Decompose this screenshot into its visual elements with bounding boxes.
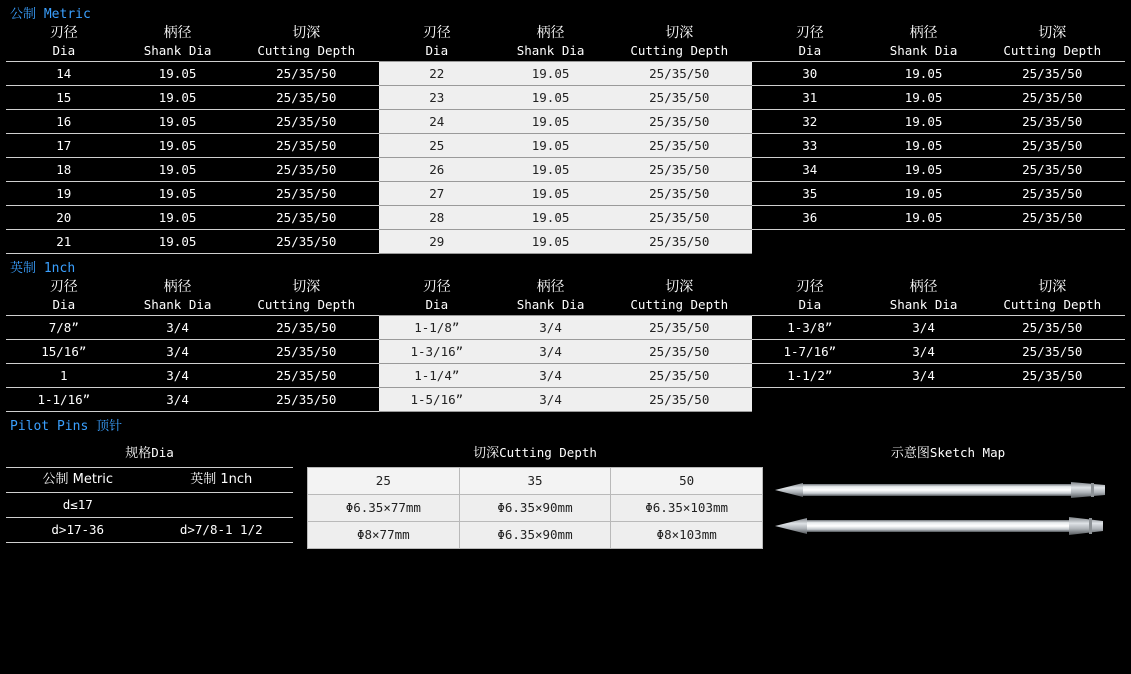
pilot-depth-heading-en: Cutting Depth — [499, 445, 597, 460]
metric-table-3 — [752, 24, 1125, 240]
table-row: 22 19.05 25/35/50 — [379, 62, 752, 86]
table-row: 35 19.05 25/35/50 — [752, 182, 1125, 206]
table-row: 20 19.05 25/35/50 — [6, 206, 379, 230]
table-row: d>17-36 d>7/8-1 1/2 — [6, 518, 293, 543]
section-title-inch-en: 1nch — [43, 261, 76, 276]
metric-table-2 — [379, 24, 752, 254]
col-head-shank: 柄径 Shank Dia — [516, 279, 585, 312]
table-row: 1-3/8” 3/4 25/35/50 — [752, 316, 1125, 340]
section-title-pilot-zh: 顶针 — [96, 419, 123, 434]
col-head-depth: 切深 Cutting Depth — [630, 25, 729, 58]
metric-table-3-wrap — [752, 24, 1125, 254]
table-row: Φ8×77mm Φ6.35×90mm Φ8×103mm — [308, 522, 763, 549]
table-row: 1-1/16” 3/4 25/35/50 — [6, 388, 379, 412]
metric-table-2-wrap — [379, 24, 752, 254]
inch-tables-row — [6, 278, 1125, 412]
table-row: 14 19.05 25/35/50 — [6, 62, 379, 86]
table-row: 27 19.05 25/35/50 — [379, 182, 752, 206]
pilot-pin-image-1 — [773, 477, 1123, 507]
table-row: 30 19.05 25/35/50 — [752, 62, 1125, 86]
pilot-sketch-images — [773, 467, 1123, 543]
pilot-depth-table — [307, 467, 763, 549]
pilot-pin-image-2 — [773, 513, 1123, 543]
col-head-shank — [122, 24, 234, 62]
pilot-depth-block — [293, 438, 763, 549]
table-row: 36 19.05 25/35/50 — [752, 206, 1125, 230]
table-row: 1-5/16” 3/4 25/35/50 — [379, 388, 752, 412]
table-row: 19 19.05 25/35/50 — [6, 182, 379, 206]
table-header-row: 25 35 50 — [308, 468, 763, 495]
col-head-shank-en: Shank Dia — [143, 43, 212, 58]
section-title-metric — [6, 0, 1125, 24]
col-head-dia: 刃径 Dia — [795, 25, 824, 58]
col-head-dia-en: Dia — [52, 43, 76, 58]
col-head-dia — [6, 24, 122, 62]
section-title-metric-en: Metric — [43, 7, 91, 22]
table-row: 31 19.05 25/35/50 — [752, 86, 1125, 110]
inch-table-2 — [379, 278, 752, 412]
section-title-pilot-pins — [6, 412, 1125, 436]
col-head-dia: 刃径 Dia — [795, 279, 824, 312]
table-row: 公制 Metric 英制 1nch — [6, 468, 293, 493]
pilot-spec-heading — [6, 438, 293, 467]
col-head-depth: 切深 Cutting Depth — [630, 279, 729, 312]
col-head-shank: 柄径 Shank Dia — [143, 279, 212, 312]
table-row: 1-7/16” 3/4 25/35/50 — [752, 340, 1125, 364]
table-row: 25 19.05 25/35/50 — [379, 134, 752, 158]
table-row: 29 19.05 25/35/50 — [379, 230, 752, 254]
table-row: 16 19.05 25/35/50 — [6, 110, 379, 134]
col-head-dia: 刃径 Dia — [49, 279, 78, 312]
pilot-spec-heading-en: Dia — [151, 445, 174, 460]
pilot-depth-heading — [307, 438, 763, 467]
metric-table-1 — [6, 24, 379, 254]
pilot-depth-heading-zh: 切深 — [473, 446, 500, 461]
col-head-dia-zh: 刃径 — [49, 25, 78, 41]
col-head-depth: 切深 Cutting Depth — [1003, 25, 1102, 58]
table-row: 34 19.05 25/35/50 — [752, 158, 1125, 182]
inch-table-3 — [752, 278, 1125, 398]
table-row: 18 19.05 25/35/50 — [6, 158, 379, 182]
metric-tables-row — [6, 24, 1125, 254]
col-head-shank: 柄径 Shank Dia — [516, 25, 585, 58]
table-row-blank — [752, 388, 1125, 398]
col-head-depth: 切深 Cutting Depth — [257, 279, 356, 312]
inch-table-2-wrap — [379, 278, 752, 412]
table-row: 24 19.05 25/35/50 — [379, 110, 752, 134]
table-row: 21 19.05 25/35/50 — [6, 230, 379, 254]
section-title-pilot-en: Pilot Pins — [10, 419, 89, 434]
col-head-depth-en: Cutting Depth — [257, 43, 356, 58]
col-head-shank: 柄径 Shank Dia — [889, 25, 958, 58]
col-head-depth-zh: 切深 — [292, 25, 321, 41]
table-row: 1-3/16” 3/4 25/35/50 — [379, 340, 752, 364]
table-row: 28 19.05 25/35/50 — [379, 206, 752, 230]
table-row: Φ6.35×77mm Φ6.35×90mm Φ6.35×103mm — [308, 495, 763, 522]
table-row: 23 19.05 25/35/50 — [379, 86, 752, 110]
col-head-dia: 刃径 Dia — [422, 25, 451, 58]
table-row: d≤17 — [6, 493, 293, 518]
table-row: 33 19.05 25/35/50 — [752, 134, 1125, 158]
table-row: 26 19.05 25/35/50 — [379, 158, 752, 182]
inch-table-1 — [6, 278, 379, 412]
pilot-spec-table — [6, 467, 293, 543]
section-title-metric-zh: 公制 — [10, 7, 37, 22]
table-row: 15/16” 3/4 25/35/50 — [6, 340, 379, 364]
pilot-pins-row — [6, 438, 1125, 549]
inch-table-3-wrap — [752, 278, 1125, 412]
table-row: 1-1/2” 3/4 25/35/50 — [752, 364, 1125, 388]
col-head-depth — [234, 24, 379, 62]
col-head-shank-zh: 柄径 — [163, 25, 192, 41]
table-row: 15 19.05 25/35/50 — [6, 86, 379, 110]
pilot-spec-block — [6, 438, 293, 549]
col-head-depth: 切深 Cutting Depth — [1003, 279, 1102, 312]
pilot-sketch-heading-en: Sketch Map — [929, 445, 1006, 460]
pilot-sketch-block — [763, 438, 1123, 549]
section-title-inch-zh: 英制 — [10, 261, 37, 276]
table-row: 32 19.05 25/35/50 — [752, 110, 1125, 134]
pilot-sketch-heading-zh: 示意图 — [890, 446, 930, 461]
inch-table-1-wrap — [6, 278, 379, 412]
table-row: 1 3/4 25/35/50 — [6, 364, 379, 388]
pilot-spec-heading-zh: 规格 — [125, 446, 152, 461]
col-head-dia: 刃径 Dia — [422, 279, 451, 312]
table-row: 17 19.05 25/35/50 — [6, 134, 379, 158]
section-title-inch — [6, 254, 1125, 278]
table-row-blank — [752, 230, 1125, 240]
table-row: 1-1/8” 3/4 25/35/50 — [379, 316, 752, 340]
col-head-shank: 柄径 Shank Dia — [889, 279, 958, 312]
table-row: 1-1/4” 3/4 25/35/50 — [379, 364, 752, 388]
table-row: 7/8” 3/4 25/35/50 — [6, 316, 379, 340]
metric-table-1-wrap — [6, 24, 379, 254]
pilot-sketch-heading — [773, 438, 1123, 467]
